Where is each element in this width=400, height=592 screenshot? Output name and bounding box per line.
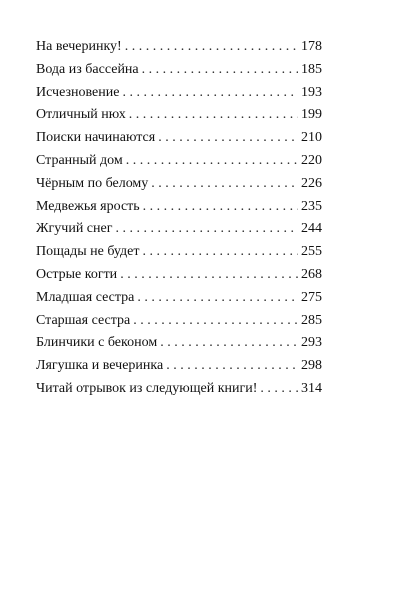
- toc-dot-leader: [126, 150, 298, 173]
- toc-dot-leader: [129, 104, 298, 127]
- toc-entry: [36, 82, 322, 105]
- toc-dot-leader: [115, 218, 298, 241]
- toc-entry: [36, 104, 322, 127]
- toc-dot-leader: [122, 82, 298, 105]
- toc-entry: [36, 264, 322, 287]
- toc-entry-title: Поиски начинаются: [36, 130, 156, 146]
- toc-dot-leader: [166, 355, 298, 378]
- table-of-contents: [36, 36, 322, 401]
- toc-entry-page: 298: [301, 358, 322, 374]
- toc-entry-page: 199: [301, 107, 322, 123]
- toc-entry-page: 314: [301, 380, 322, 396]
- toc-entry-page: 275: [301, 289, 322, 305]
- toc-entry: [36, 36, 322, 59]
- toc-entry: [36, 378, 322, 401]
- toc-entry-title: Лягушка и вечеринка: [36, 358, 164, 374]
- toc-dot-leader: [260, 378, 298, 401]
- toc-entry: [36, 355, 322, 378]
- toc-entry: [36, 287, 322, 310]
- toc-entry-title: Старшая сестра: [36, 312, 131, 328]
- toc-entry-title: Исчезновение: [36, 84, 120, 100]
- toc-entry-title: Блинчики с беконом: [36, 335, 158, 351]
- toc-dot-leader: [120, 264, 298, 287]
- toc-entry-title: Странный дом: [36, 152, 123, 168]
- toc-dot-leader: [160, 332, 298, 355]
- toc-entry-page: 285: [301, 312, 322, 328]
- toc-dot-leader: [143, 241, 298, 264]
- toc-entry: [36, 173, 322, 196]
- toc-entry-page: 220: [301, 152, 322, 168]
- toc-dot-leader: [143, 196, 298, 219]
- toc-entry-page: 226: [301, 175, 322, 191]
- toc-entry-title: Чёрным по белому: [36, 175, 149, 191]
- toc-dot-leader: [125, 36, 298, 59]
- toc-entry-page: 235: [301, 198, 322, 214]
- toc-entry-title: Жгучий снег: [36, 221, 113, 237]
- toc-entry-title: Пощады не будет: [36, 244, 140, 260]
- toc-dot-leader: [158, 127, 298, 150]
- toc-entry-page: 268: [301, 266, 322, 282]
- toc-entry-title: Вода из бассейна: [36, 61, 139, 77]
- toc-entry: [36, 127, 322, 150]
- toc-entry-title: Медвежья ярость: [36, 198, 140, 214]
- toc-entry-page: 210: [301, 130, 322, 146]
- toc-entry: [36, 59, 322, 82]
- toc-entry-page: 193: [301, 84, 322, 100]
- toc-entry: [36, 150, 322, 173]
- toc-entry-page: 293: [301, 335, 322, 351]
- toc-dot-leader: [142, 59, 298, 82]
- toc-dot-leader: [151, 173, 298, 196]
- toc-entry: [36, 241, 322, 264]
- toc-entry-page: 178: [301, 39, 322, 54]
- toc-dot-leader: [137, 287, 298, 310]
- toc-entry-page: 255: [301, 244, 322, 260]
- toc-entry-title: Острые когти: [36, 266, 118, 282]
- toc-entry: [36, 310, 322, 333]
- toc-entry-page: 185: [301, 61, 322, 77]
- toc-dot-leader: [133, 310, 298, 333]
- toc-entry-title: Младшая сестра: [36, 289, 135, 305]
- toc-entry: [36, 196, 322, 219]
- toc-entry-title: Читай отрывок из следующей книги!: [36, 380, 258, 396]
- toc-entry-title: На вечеринку!: [36, 39, 122, 54]
- toc-entry: [36, 332, 322, 355]
- toc-entry-title: Отличный нюх: [36, 107, 126, 123]
- toc-entry-page: 244: [301, 221, 322, 237]
- toc-entry: [36, 218, 322, 241]
